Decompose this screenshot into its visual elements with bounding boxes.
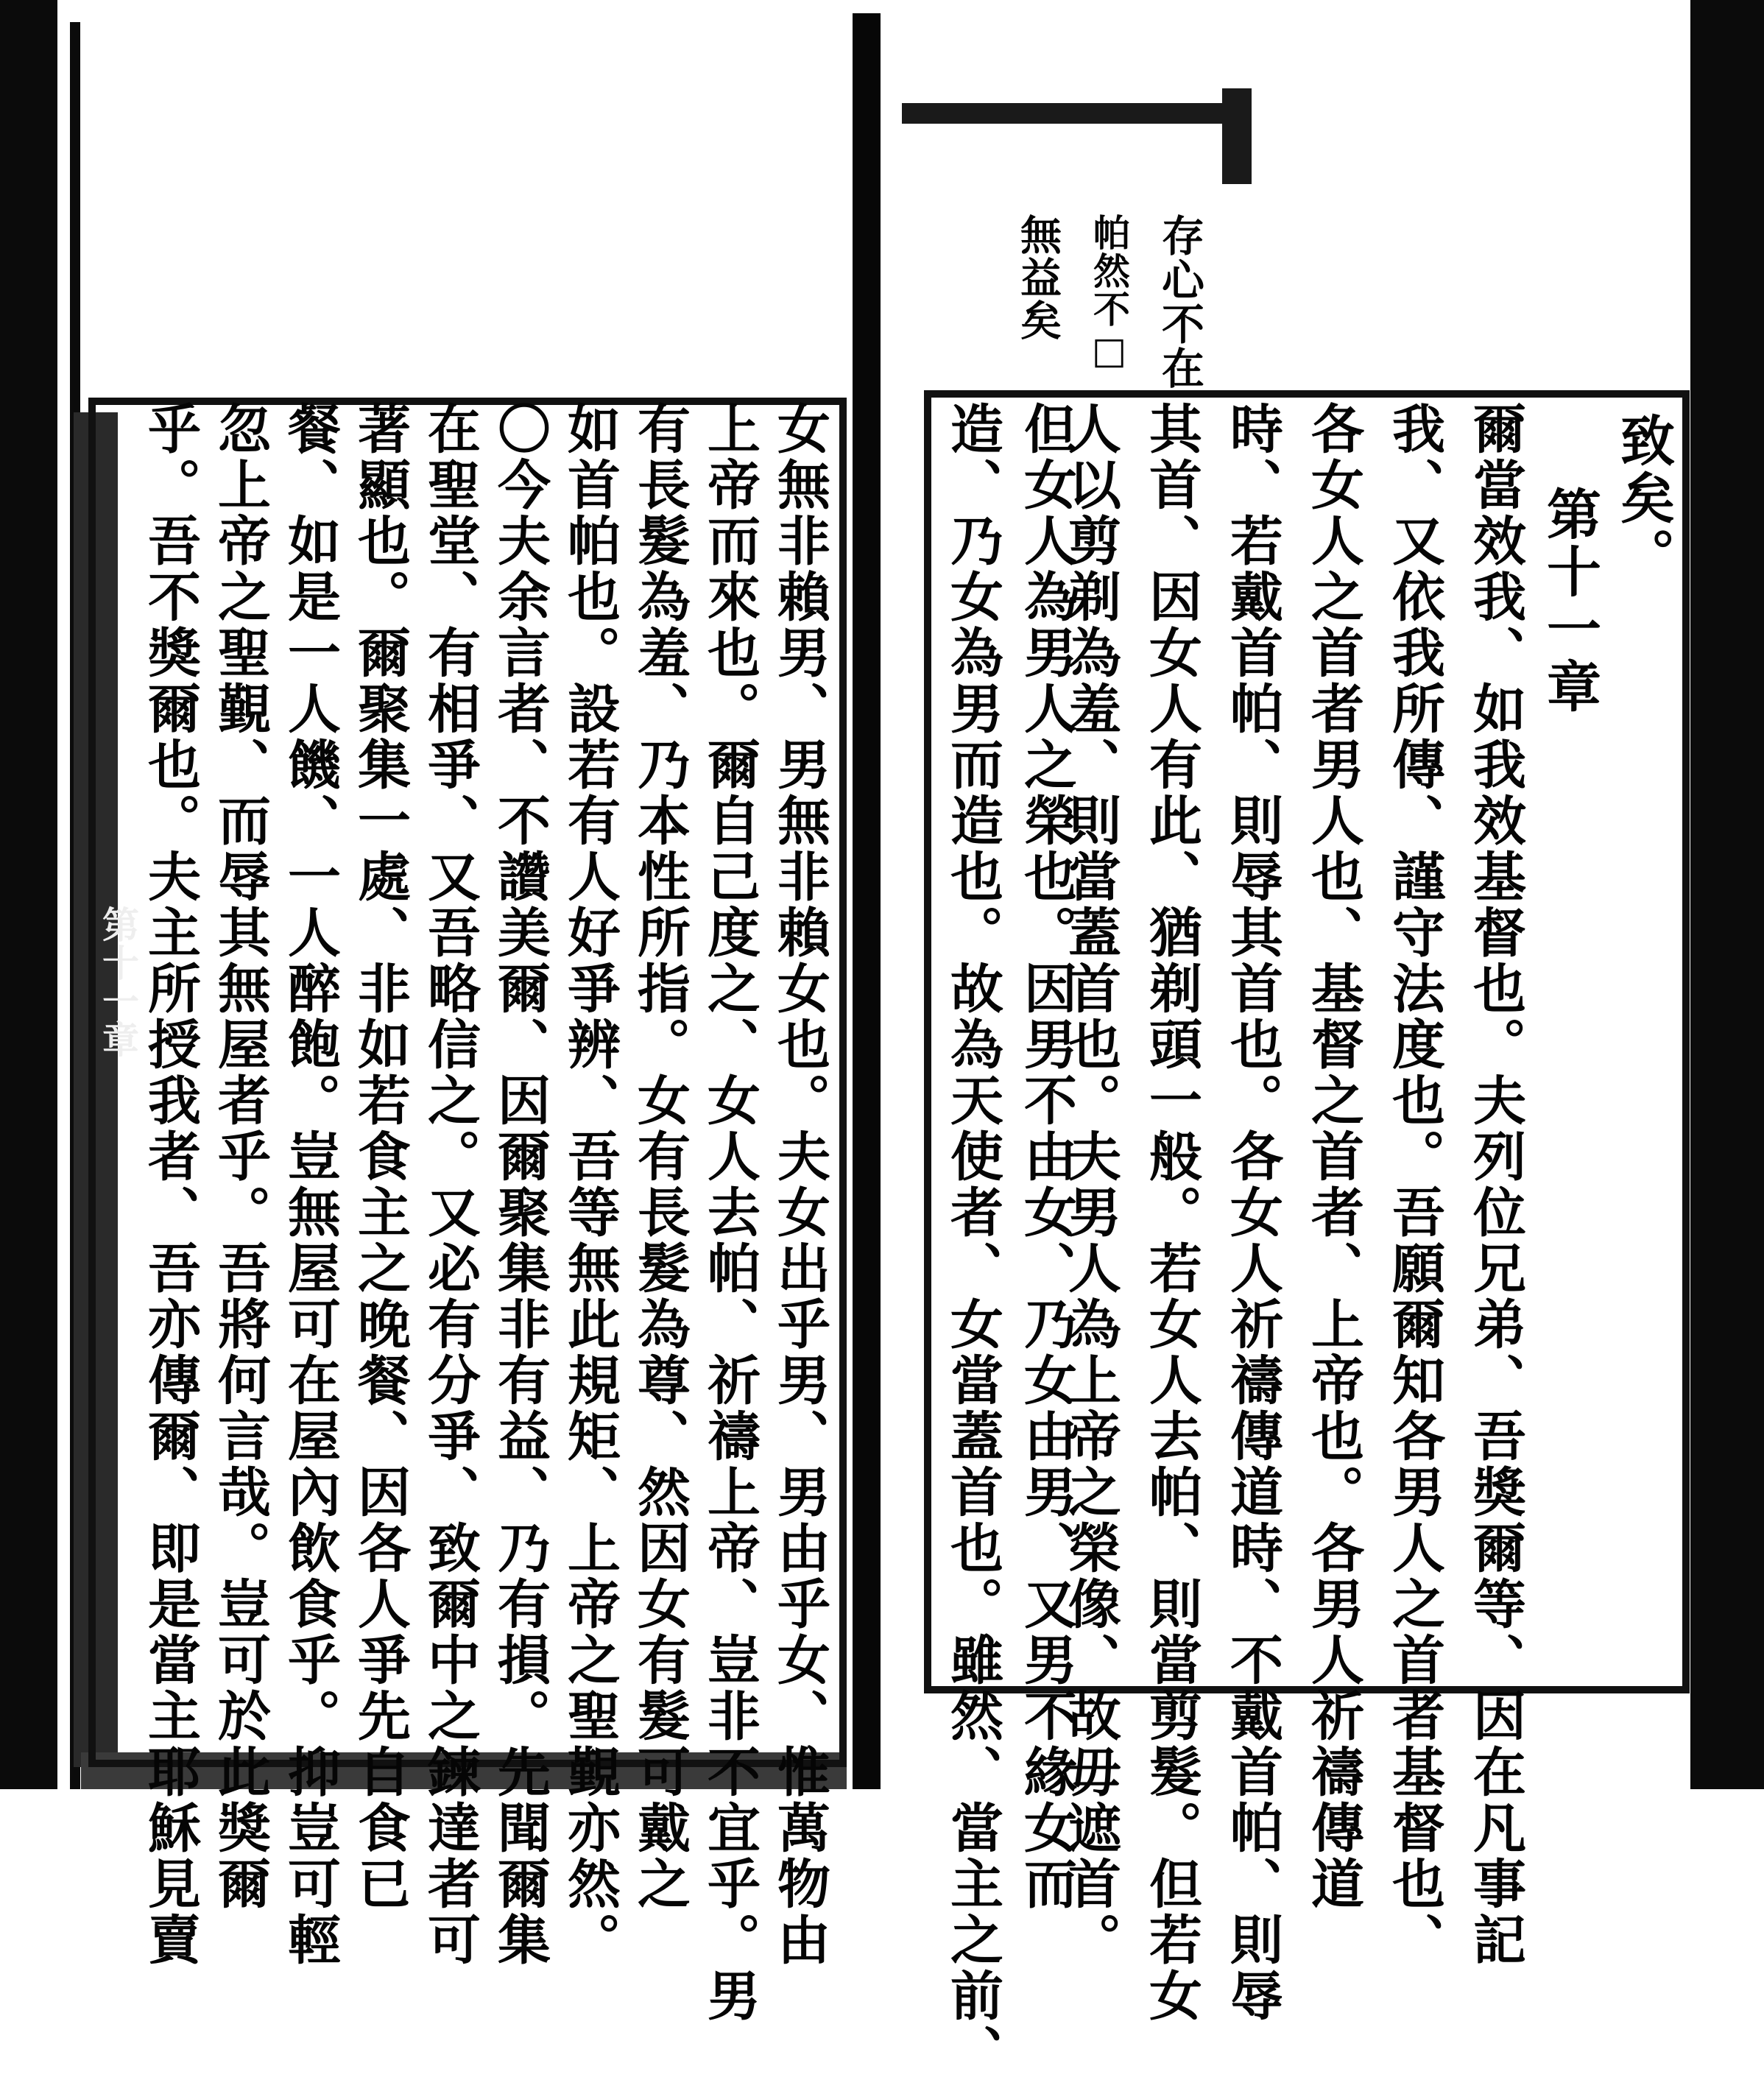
left-column-4: 如首帕也。設若有人好爭辨、吾等無此規矩、上帝之聖覲亦然。	[559, 401, 621, 1968]
right-column-5: 其首、因女人有此、猶剃頭一般。若女人去帕、則當剪髮。但若女	[1140, 401, 1203, 2024]
left-column-9: 忽上帝之聖覲、而辱其無屋者乎。吾將何言哉。豈可於此獎爾	[209, 401, 272, 1912]
book-spine	[853, 13, 881, 1789]
left-column-2: 上帝而來也。爾自己度之、女人去帕、祈禱上帝、豈非不宜乎。男	[699, 401, 761, 2024]
left-column-7: 著顯也。爾聚集一處、非如若食主之晚餐、因各人爭先自食已	[349, 401, 412, 1912]
scan-dark-edge-left	[0, 0, 57, 1789]
right-column-2: 我、又依我所傳、謹守法度也。吾願爾知各男人之首者基督也、	[1383, 401, 1446, 1968]
right-column-7: 但女人為男人之榮也。因男不由女、乃女由男、又男不緣女而	[1015, 401, 1078, 1912]
scan-noise-top	[902, 103, 1248, 124]
side-note-2: 帕然不□	[1087, 214, 1131, 373]
scan-noise-top-right	[1222, 88, 1252, 184]
chapter-title: 第十一章	[1538, 486, 1601, 716]
right-column-3: 各女人之首者男人也、基督之首者、上帝也。各男人祈禱傳道	[1302, 401, 1365, 1912]
left-column-8: 餐、如是一人饑、一人醉飽。豈無屋可在屋內飲食乎。抑豈可輕	[279, 401, 342, 1968]
side-note-3: 無益矣	[1014, 214, 1062, 342]
left-column-1: 女無非賴男、男無非賴女也。夫女出乎男、男由乎女、惟萬物由	[769, 401, 831, 1968]
left-column-10: 乎。吾不獎爾也。夫主所授我者、吾亦傳爾、即是當主耶穌見賣	[139, 401, 202, 1968]
right-column-4: 時、若戴首帕、則辱其首也。各女人祈禱傳道時、不戴首帕、則辱	[1221, 401, 1284, 2024]
running-head: 第十一章	[96, 906, 140, 1059]
right-column-1: 爾當效我、如我效基督也。夫列位兄弟、吾獎爾等、因在凡事記	[1464, 401, 1527, 1968]
left-column-3: 有長髮為羞、乃本性所指。女有長髮為尊、然因女有髮可戴之	[629, 401, 691, 1912]
left-column-6: 在聖堂、有相爭、又吾略信之。又必有分爭、致爾中之鍊達者可	[419, 401, 481, 1968]
left-column-5: 〇今夫余言者、不讚美爾、因爾聚集非有益、乃有損。先聞爾集	[489, 401, 551, 1968]
previous-chapter-end: 致矣。	[1612, 412, 1675, 585]
right-column-6: 人以剪剃為羞、則當蓋首也。夫男人為上帝之榮像、故毋遮首。	[1059, 401, 1122, 1968]
right-column-8: 造、乃女為男而造也。故為天使者、女當蓋首也。雖然、當主之前、	[942, 401, 1004, 2080]
scan-dark-edge-right	[1690, 0, 1764, 1789]
side-note-1: 存心不在	[1154, 214, 1204, 390]
